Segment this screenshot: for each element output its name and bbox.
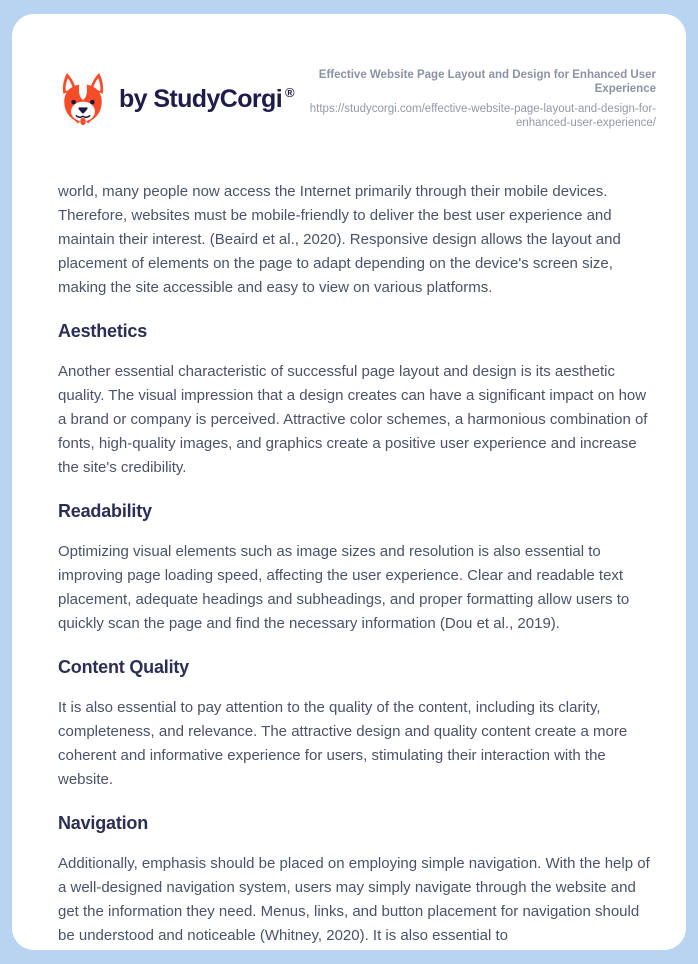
section-heading-navigation: Navigation	[58, 813, 149, 833]
page-card	[12, 14, 686, 950]
section-heading-aesthetics: Aesthetics	[58, 321, 148, 341]
brand	[58, 71, 294, 128]
page-header	[58, 68, 656, 130]
section-aesthetics	[58, 320, 650, 480]
document-meta	[306, 68, 656, 130]
section-paragraph: Optimizing visual elements such as image sizes and resolution is also essential to improving page loading speed, affecting the user experience. Clear and readable text placement, adequate headings and subheadings, and proper formatting allow users to quickly scan the page and find the necessary information (Dou et al., 2019).	[58, 543, 630, 632]
section-paragraph: It is also essential to pay attention to the quality of the content, including its clarity, completeness, and relevance. The attractive design and quality content create a more coherent and informative experience for users, stimulating their interaction with the website.	[58, 699, 628, 788]
intro-paragraph: world, many people now access the Internet primarily through their mobile devices. Therefore, websites must be mobile-friendly to deliver the best user experience and maintain their interest. (Beaird et al., 2020). Responsive design allows the layout and placement of elements on the page to adapt depending on the device's screen size, making the site accessible and easy to view on various platforms.	[58, 183, 621, 296]
registered-trademark: ®	[285, 84, 295, 100]
section-heading-content-quality: Content Quality	[58, 657, 189, 677]
section-paragraph: Additionally, emphasis should be placed on employing simple navigation. With the help of a well-designed navigation system, users may simply navigate through the website and get the information they need. Menus, links, and button placement for navigation should be understood and noticeable (Whitney, 2020). It is also essential to	[58, 855, 650, 944]
article-body	[58, 180, 650, 948]
document-title: Effective Website Page Layout and Design for Enhanced User Experience	[318, 69, 656, 95]
corgi-logo-icon	[58, 71, 108, 128]
section-navigation	[58, 812, 650, 948]
section-readability	[58, 500, 650, 636]
brand-byline: by StudyCorgi ®	[119, 84, 295, 113]
document-url: https://studycorgi.com/effective-website-page-layout-and-design-for-enhanced-user-experience/	[309, 103, 656, 129]
section-heading-readability: Readability	[58, 501, 152, 521]
section-paragraph: Another essential characteristic of successful page layout and design is its aesthetic quality. The visual impression that a design creates can have a significant impact on how a brand or company is perceived. Attractive color schemes, a harmonious combination of fonts, high-quality images, and graphics create a positive user experience and increase the site's credibility.	[58, 363, 648, 476]
section-content-quality	[58, 656, 650, 792]
